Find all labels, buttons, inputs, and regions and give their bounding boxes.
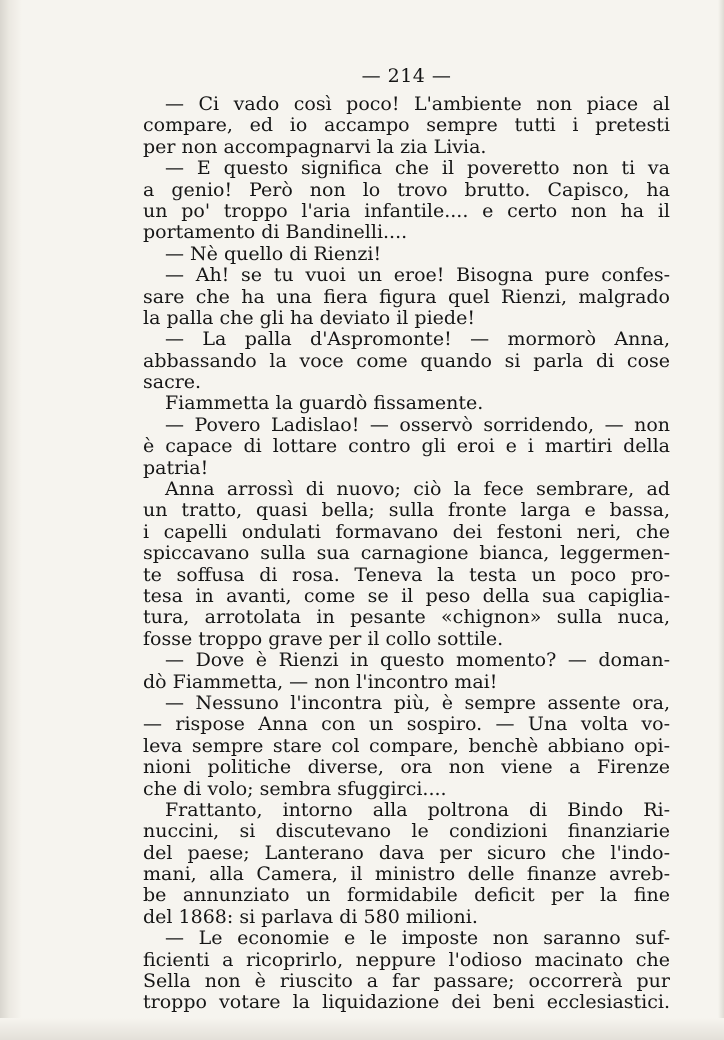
text-line: — Ci vado così poco! L'ambiente non piace al	[165, 93, 670, 115]
page-text-block	[143, 62, 670, 1014]
text-line: portamento di Bandinelli....	[143, 221, 408, 244]
text-line: ficienti a ricoprirlo, neppure l'odioso macinato che	[143, 948, 670, 971]
text-line: che di volo; sembra sfuggirci....	[143, 777, 447, 800]
text-line: la palla che gli ha deviato il piede!	[143, 306, 475, 329]
text-line: — Dove è Rienzi in questo momento? — doman-	[165, 649, 670, 672]
text-line: Frattanto, intorno alla poltrona di Bindo Ri-	[165, 798, 670, 821]
text-line: Sella non è riuscito a far passare; occorrerà pur	[143, 970, 670, 993]
text-line: — Le economie e le imposte non saranno suf-	[165, 927, 670, 950]
page-right-edge	[718, 0, 724, 1040]
page-number: — 214 —	[361, 65, 452, 87]
text-line: Anna arrossì di nuovo; ciò la fece sembrare, ad	[165, 478, 670, 501]
text-line: è capace di lottare contro gli eroi e i martiri della	[143, 435, 670, 458]
text-line: del 1868: si parlava di 580 milioni.	[143, 905, 478, 928]
text-line: — rispose Anna con un sospiro. — Una volta vo-	[143, 713, 670, 736]
text-line: Fiammetta la guardò fissamente.	[165, 392, 484, 415]
page-bottom-edge	[0, 1018, 724, 1040]
text-line: per non accompagnarvi la zia Livia.	[143, 135, 487, 158]
text-line: — Ah! se tu vuoi un eroe! Bisogna pure confes-	[165, 264, 670, 287]
text-line: spiccavano sulla sua carnagione bianca, leggermen-	[143, 542, 670, 565]
text-line: fosse troppo grave per il collo sottile.	[143, 627, 504, 650]
text-line: un po' troppo l'aria infantile.... e certo non ha il	[143, 199, 670, 222]
text-line: — Nè quello di Rienzi!	[165, 242, 382, 265]
text-line: te soffusa di rosa. Teneva la testa un poco pro-	[143, 563, 670, 586]
text-line: del paese; Lanterano dava per sicuro che l'indo-	[143, 841, 670, 864]
text-line: tesa in avanti, come se il peso della sua capiglia-	[143, 584, 670, 607]
page-gutter-shadow	[0, 0, 22, 1040]
text-line: leva sempre stare col compare, benchè abbiano opi-	[143, 734, 670, 757]
text-line: un tratto, quasi bella; sulla fronte larga e bassa,	[143, 499, 670, 522]
text-line: troppo votare la liquidazione dei beni ecclesiastici.	[143, 991, 670, 1014]
text-line: mani, alla Camera, il ministro delle finanze avreb-	[143, 863, 670, 886]
text-line: — La palla d'Aspromonte! — mormorò Anna,	[165, 328, 670, 351]
text-line: nuccini, si discutevano le condizioni finanziarie	[143, 820, 670, 843]
text-line: — E questo significa che il poveretto non ti va	[165, 157, 670, 180]
text-line: compare, ed io accampo sempre tutti i pretesti	[143, 114, 670, 137]
text-line: sacre.	[143, 371, 202, 394]
text-line: i capelli ondulati formavano dei festoni neri, che	[143, 520, 670, 543]
text-line: sare che ha una fiera figura quel Rienzi, malgrado	[143, 285, 670, 308]
text-line: nioni politiche diverse, ora non viene a Firenze	[143, 756, 670, 779]
text-line: patria!	[143, 456, 209, 479]
body-text	[143, 94, 670, 1014]
text-line: tura, arrotolata in pesante «chignon» sulla nuca,	[143, 606, 670, 629]
text-line: — Nessuno l'incontra più, è sempre assente ora,	[165, 691, 670, 714]
text-line: be annunziato un formidabile deficit per la fine	[143, 884, 670, 907]
text-line: abbassando la voce come quando si parla di cose	[143, 349, 670, 372]
text-line: — Povero Ladislao! — osservò sorridendo, — non	[165, 413, 670, 436]
text-line: a genio! Però non lo trovo brutto. Capisco, ha	[143, 178, 670, 201]
text-line: dò Fiammetta, — non l'incontro mai!	[143, 670, 498, 693]
